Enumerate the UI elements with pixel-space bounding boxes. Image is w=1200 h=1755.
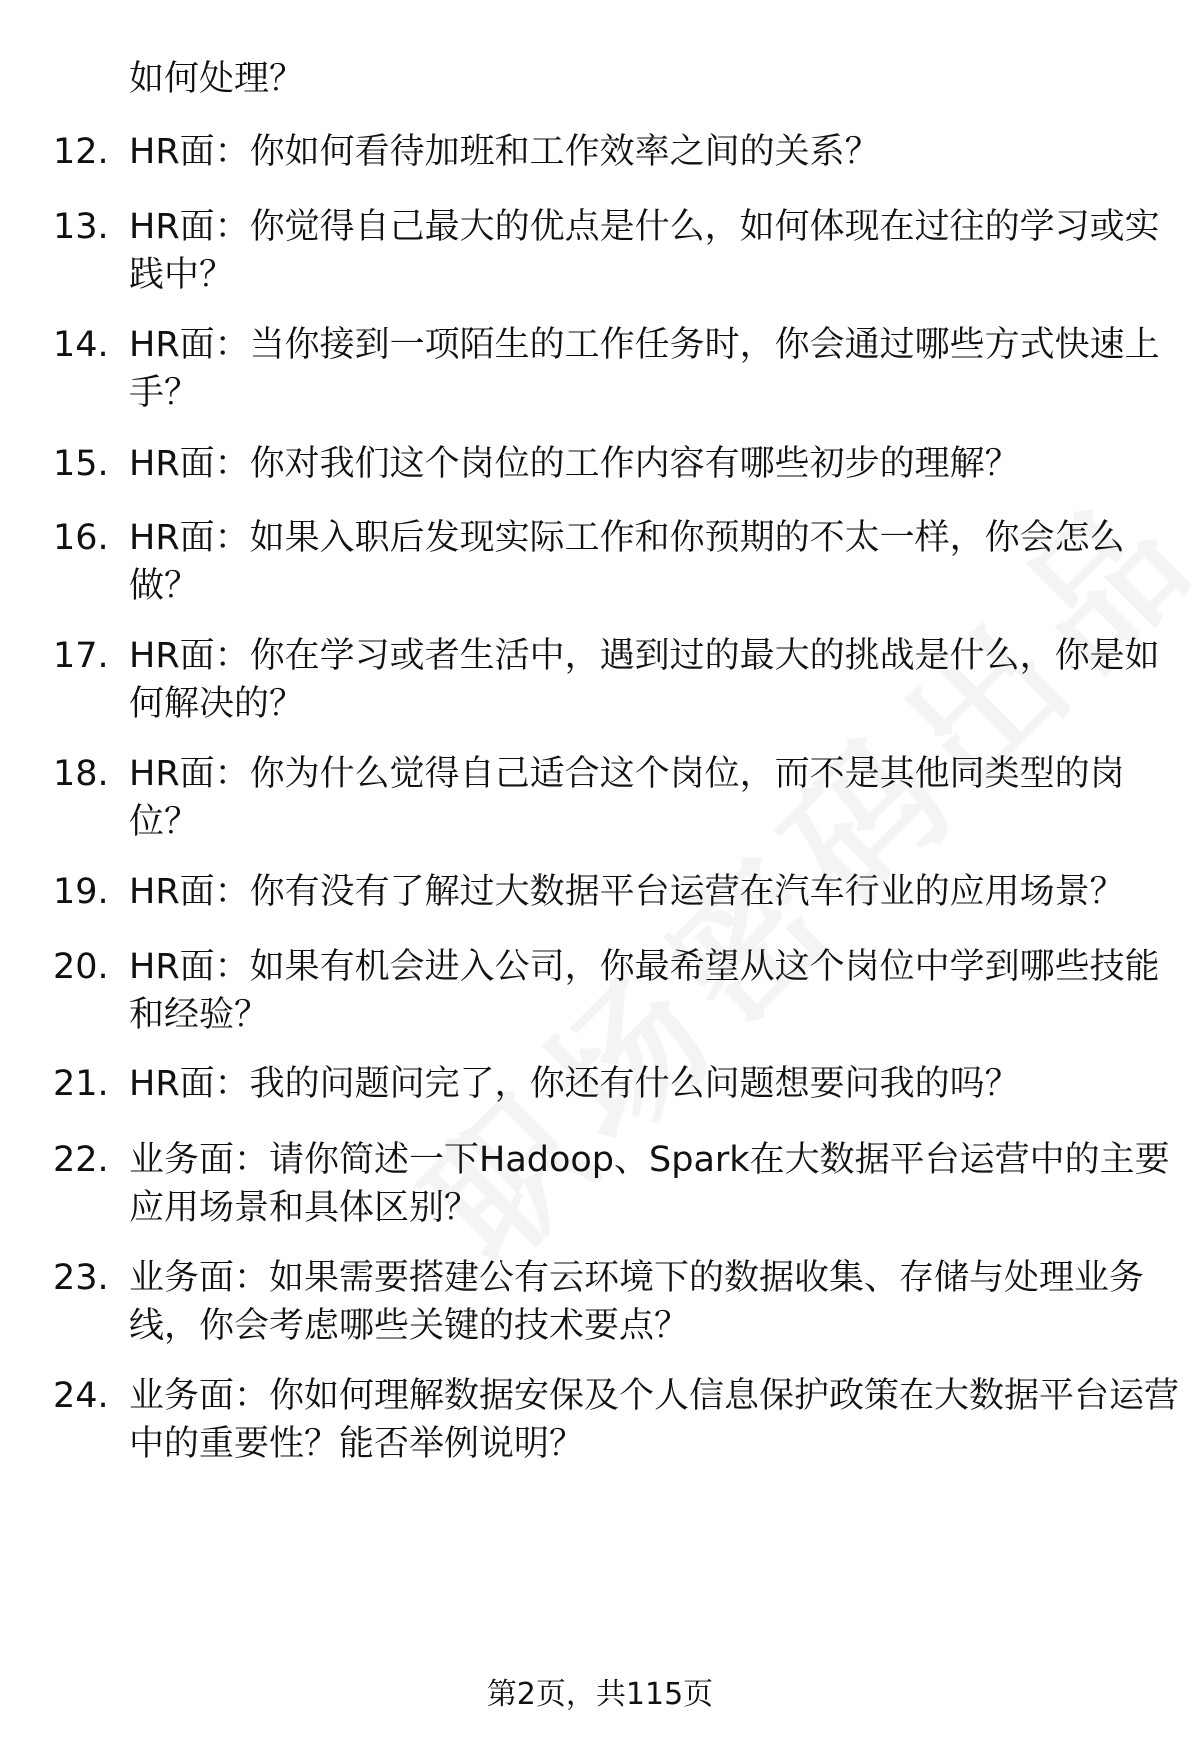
question-text: HR面：我的问题问完了，你还有什么问题想要问我的吗？: [129, 1064, 1020, 1104]
question-number: 22.: [53, 1140, 109, 1180]
question-text: HR面：你对我们这个岗位的工作内容有哪些初步的理解？: [129, 444, 1020, 484]
question-text: 业务面：如果需要搭建公有云环境下的数据收集、存储与处理业务线，你会考虑哪些关键的技术要点？: [129, 1258, 1145, 1346]
question-number: 14.: [53, 325, 109, 365]
question-text: HR面：你为什么觉得自己适合这个岗位，而不是其他同类型的岗位？: [129, 754, 1125, 842]
page-footer: 第2页，共115页: [486, 1677, 714, 1712]
question-text: 业务面：你如何理解数据安保及个人信息保护政策在大数据平台运营中的重要性？能否举例说明？: [129, 1376, 1180, 1464]
question-text: HR面：你有没有了解过大数据平台运营在汽车行业的应用场景？: [129, 872, 1125, 912]
question-number: 19.: [53, 872, 109, 912]
question-number: 24.: [53, 1376, 109, 1416]
question-number: 12.: [53, 132, 109, 172]
question-text: HR面：你觉得自己最大的优点是什么，如何体现在过往的学习或实践中？: [129, 207, 1160, 295]
question-text: HR面：如果入职后发现实际工作和你预期的不太一样，你会怎么做？: [129, 518, 1125, 606]
question-text: HR面：当你接到一项陌生的工作任务时，你会通过哪些方式快速上手？: [129, 325, 1160, 413]
question-number: 16.: [53, 518, 109, 558]
question-text: 业务面：请你简述一下Hadoop、Spark在大数据平台运营中的主要应用场景和具体区别？: [129, 1140, 1170, 1228]
question-text: 如何处理？: [129, 59, 305, 99]
question-text: HR面：如果有机会进入公司，你最希望从这个岗位中学到哪些技能和经验？: [129, 947, 1160, 1035]
question-number: 18.: [53, 754, 109, 794]
question-number: 21.: [53, 1064, 109, 1104]
question-number: 23.: [53, 1258, 109, 1298]
question-number: 13.: [53, 207, 109, 247]
question-number: 15.: [53, 444, 109, 484]
question-number: 20.: [53, 947, 109, 987]
question-text: HR面：你在学习或者生活中，遇到过的最大的挑战是什么，你是如何解决的？: [129, 636, 1160, 724]
question-number: 17.: [53, 636, 109, 676]
question-text: HR面：你如何看待加班和工作效率之间的关系？: [129, 132, 880, 172]
